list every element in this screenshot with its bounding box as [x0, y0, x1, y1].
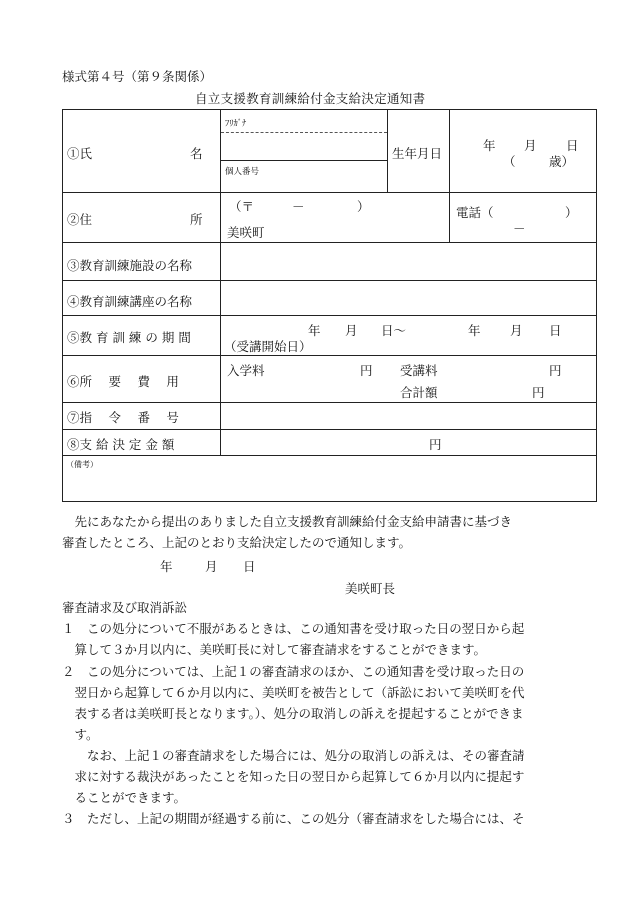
notice-line-2: 審査したところ、上記のとおり支給決定したので通知します。 — [62, 535, 412, 550]
row-divider-4 — [62, 315, 597, 316]
row-divider-6 — [62, 402, 597, 403]
period-day-2: 日 — [549, 323, 562, 338]
total-yen: 円 — [532, 385, 545, 400]
total-label: 合計額 — [400, 385, 438, 400]
notice-line-1: 先にあなたから提出のありました自立支援教育訓練給付金支給申請書に基づき — [62, 514, 513, 529]
issuer-name: 美咲町長 — [345, 581, 396, 596]
dob-label-divider-left — [387, 109, 388, 192]
phone-close: ） — [565, 205, 578, 220]
period-label: ⑤教 育 訓 練 の 期 間 — [67, 330, 191, 345]
appeal-line-6: す。 — [62, 727, 99, 742]
name-label-tail: 名 — [190, 146, 203, 161]
amount-yen: 円 — [429, 437, 442, 452]
age-close: 歳） — [549, 154, 575, 169]
row-divider-7 — [62, 429, 597, 430]
period-year-1: 年 — [308, 323, 321, 338]
phone-label: 電話（ — [456, 205, 494, 220]
postal-open: （〒 — [229, 199, 255, 214]
address-label: ②住 — [67, 212, 93, 227]
name-label: ①氏 — [67, 146, 93, 161]
period-year-2: 年 — [468, 323, 481, 338]
notice-date-year: 年 — [160, 559, 173, 574]
row-divider-8 — [62, 455, 597, 456]
period-month-1: 月 — [345, 323, 358, 338]
form-number: 様式第４号（第９条関係） — [62, 69, 213, 84]
period-month-2: 月 — [510, 323, 523, 338]
document-title: 自立支援教育訓練給付金支給決定通知書 — [195, 91, 426, 106]
appeal-line-3: ２ この処分については、上記１の審査請求のほか、この通知書を受け取った日の — [62, 664, 525, 679]
phone-dash: － — [513, 221, 526, 236]
id-number-label: 個人番号 — [225, 167, 260, 177]
furigana-label: ﾌﾘｶﾞﾅ — [225, 119, 247, 129]
tuition-label: 受講料 — [400, 363, 438, 378]
furigana-divider — [221, 132, 387, 133]
row-divider-2 — [62, 242, 597, 243]
id-number-divider — [221, 160, 387, 161]
row-divider-1 — [62, 192, 597, 193]
dob-label: 生年月日 — [392, 146, 443, 161]
remarks-label: （備考） — [66, 460, 98, 469]
tuition-yen: 円 — [549, 363, 562, 378]
appeal-line-4: 翌日から起算して６か月以内に、美咲町を被告として（訴訟において美咲町を代 — [62, 685, 525, 700]
dob-month: 月 — [524, 138, 537, 153]
row-divider-3 — [62, 280, 597, 281]
town-name: 美咲町 — [227, 225, 265, 240]
address-label-tail: 所 — [190, 212, 203, 227]
amount-label: ⑧支 給 決 定 金 額 — [67, 437, 175, 452]
appeal-line-5: 表する者は美咲町長となります。）、処分の取消しの訴えを提起することができま — [62, 706, 524, 721]
entrance-fee-label: 入学料 — [227, 363, 265, 378]
period-day-1: 日～ — [381, 323, 407, 338]
entrance-fee-yen: 円 — [360, 363, 373, 378]
cost-label: ⑥所 要 費 用 — [67, 374, 179, 389]
course-label: ④教育訓練講座の名称 — [67, 294, 193, 309]
notice-date-day: 日 — [243, 559, 256, 574]
appeal-line-2: 算して３か月以内に、美咲町長に対して審査請求をすることができます。 — [62, 642, 487, 657]
appeal-line-1: １ この処分について不服があるときは、この通知書を受け取った日の翌日から起 — [62, 621, 525, 636]
dob-day: 日 — [566, 138, 579, 153]
dob-year: 年 — [483, 138, 496, 153]
appeal-line-8: 求に対する裁決があったことを知った日の翌日から起算して６か月以内に提起す — [62, 769, 525, 784]
age-open: （ — [503, 154, 516, 169]
period-start-note: （受講開始日） — [224, 339, 312, 354]
appeal-line-10: ３ ただし、上記の期間が経過する前に、この処分（審査請求をした場合には、そ — [62, 811, 525, 826]
facility-label: ③教育訓練施設の名称 — [67, 258, 193, 273]
postal-dash: － — [292, 199, 305, 214]
appeal-line-7: なお、上記１の審査請求をした場合には、処分の取消しの訴えは、その審査請 — [62, 748, 525, 763]
order-number-label: ⑦指 令 番 号 — [67, 410, 179, 425]
dob-label-divider-right — [449, 109, 450, 242]
row-divider-5 — [62, 355, 597, 356]
postal-close: ） — [357, 199, 370, 214]
appeal-line-9: ることができます。 — [62, 790, 187, 805]
notice-date-month: 月 — [205, 559, 218, 574]
appeal-heading: 審査請求及び取消訴訟 — [62, 600, 188, 615]
